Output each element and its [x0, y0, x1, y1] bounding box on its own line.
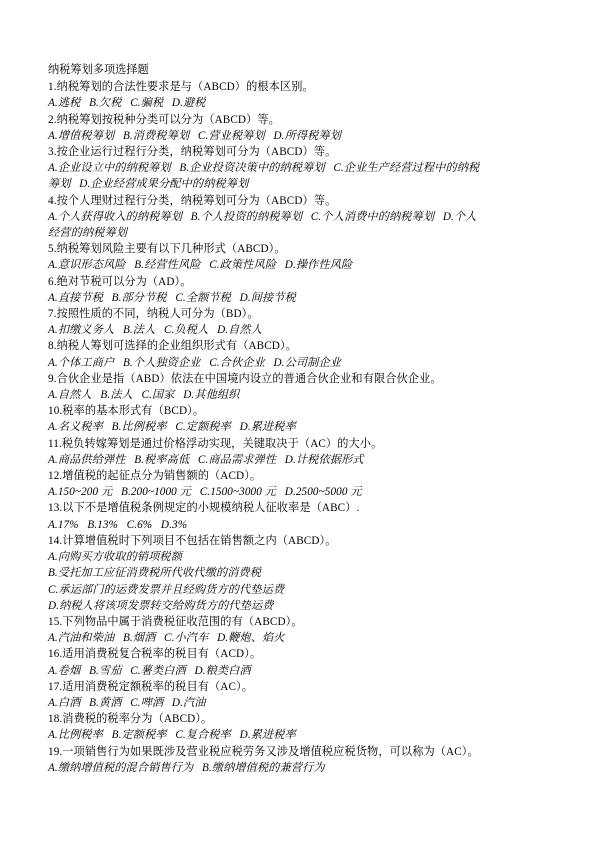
document-line: 13.以下不是增值税条例规定的小规模纳税人征收率是（ABC）. — [48, 502, 360, 515]
document-line: A.向购买方收取的销项税额 — [48, 551, 182, 564]
document-line: A.17% B.13% C.6% D.3% — [48, 518, 188, 531]
document-line: A.白酒 B.黄酒 C.啤酒 D.汽油 — [48, 696, 206, 709]
document-line: A.汽油和柴油 B.烟酒 C.小汽车 D.鞭炮、焰火 — [48, 632, 285, 645]
document-line: A.扣缴义务人 B.法人 C.负税人 D.自然人 — [48, 324, 263, 337]
document-line: 19.一项销售行为如果既涉及营业税应税劳务又涉及增值税应税货物，可以称为（AC）。 — [48, 745, 479, 758]
document-line: 17.适用消费税定额税率的税目有（AC）。 — [48, 680, 254, 693]
document-line: 7.按照性质的不同，纳税人可分为（BD）。 — [48, 308, 259, 321]
document-line: 12.增值税的起征点分为销售额的（ACD）。 — [48, 470, 262, 483]
document-line: 5.纳税筹划风险主要有以下几种形式（ABCD）。 — [48, 243, 286, 256]
page-title: 纳税筹划多项选择题 — [48, 64, 149, 76]
document-line: A.比例税率 B.定额税率 C.复合税率 D.累进税率 — [48, 729, 296, 742]
document-line: 8.纳税人筹划可选择的企业组织形式有（ABCD）。 — [48, 340, 297, 353]
document-line: D.纳税人将该项发票转交给购货方的代垫运费 — [48, 599, 274, 612]
document-line: A.名义税率 B.比例税率 C.定额税率 D.累进税率 — [48, 421, 296, 434]
document-line: A.卷烟 B.雪茄 C.薯类白酒 D.粮类白酒 — [48, 664, 251, 677]
document-line: A.自然人 B.法人 C.国家 D.其他组织 — [48, 389, 240, 402]
document-line: A.缴纳增值税的混合销售行为 B.缴纳增值税的兼营行为 — [48, 761, 325, 774]
document-line: A.150~200 元 B.200~1000 元 C.1500~3000 元 D.2500~5000 元 — [48, 486, 362, 499]
document-line: 10.税率的基本形式有（BCD）。 — [48, 405, 205, 418]
document-line: A.逃税 B.欠税 C.骗税 D.避税 — [48, 97, 206, 110]
document-line: 11.税负转嫁筹划是通过价格浮动实现，关键取决于（AC）的大小。 — [48, 437, 383, 450]
document-line: A.企业设立中的纳税筹划 B.企业投资决策中的纳税筹划 C.企业生产经营过程中的纳税 — [48, 162, 480, 175]
document-line: 2.纳税筹划按税种分类可以分为（ABCD）等。 — [48, 113, 280, 126]
document-line: 1.纳税筹划的合法性要求是与（ABCD）的根本区别。 — [48, 81, 314, 94]
document-line: C.承运部门的运费发票并且经购货方的代垫运费 — [48, 583, 285, 596]
document-line: A.意识形态风险 B.经营性风险 C.政策性风险 D.操作性风险 — [48, 259, 353, 272]
document-line: B.受托加工应征消费税所代收代缴的消费税 — [48, 567, 262, 580]
document-line: A.增值税筹划 B.消费税筹划 C.营业税筹划 D.所得税筹划 — [48, 129, 342, 142]
document-line: A.个人获得收入的纳税筹划 B.个人投资的纳税筹划 C.个人消费中的纳税筹划 D.个人 — [48, 210, 477, 223]
document-line: 15.下列物品中属于消费税征收范围的有（ABCD）。 — [48, 615, 303, 628]
document-line: 筹划 D.企业经营成果分配中的纳税筹划 — [48, 178, 249, 191]
document-line: A.直接节税 B.部分节税 C.全额节税 D.间接节税 — [48, 291, 296, 304]
document-line: 3.按企业运行过程行分类，纳税筹划可分为（ABCD）等。 — [48, 146, 337, 159]
document-line: 4.按个人理财过程行分类，纳税筹划可分为（ABCD）等。 — [48, 194, 337, 207]
document-line: A.个体工商户 B.个人独资企业 C.合伙企业 D.公司制企业 — [48, 356, 342, 369]
document-line: A.商品供给弹性 B.税率高低 C.商品需求弹性 D.计税依据形式 — [48, 453, 364, 466]
document-line: 经营的纳税筹划 — [48, 227, 128, 240]
document-body — [48, 79, 552, 776]
document-line: 14.计算增值税时下列项目不包括在销售额之内（ABCD）。 — [48, 534, 337, 547]
document-line: 9.合伙企业是指（ABD）依法在中国境内设立的普通合伙企业和有限合伙企业。 — [48, 372, 442, 385]
document-line: 16.适用消费税复合税率的税目有（ACD）。 — [48, 648, 262, 661]
document-line: 6.绝对节税可以分为（AD）。 — [48, 275, 192, 288]
document-line: 18.消费税的税率分为（ABCD）。 — [48, 713, 213, 726]
